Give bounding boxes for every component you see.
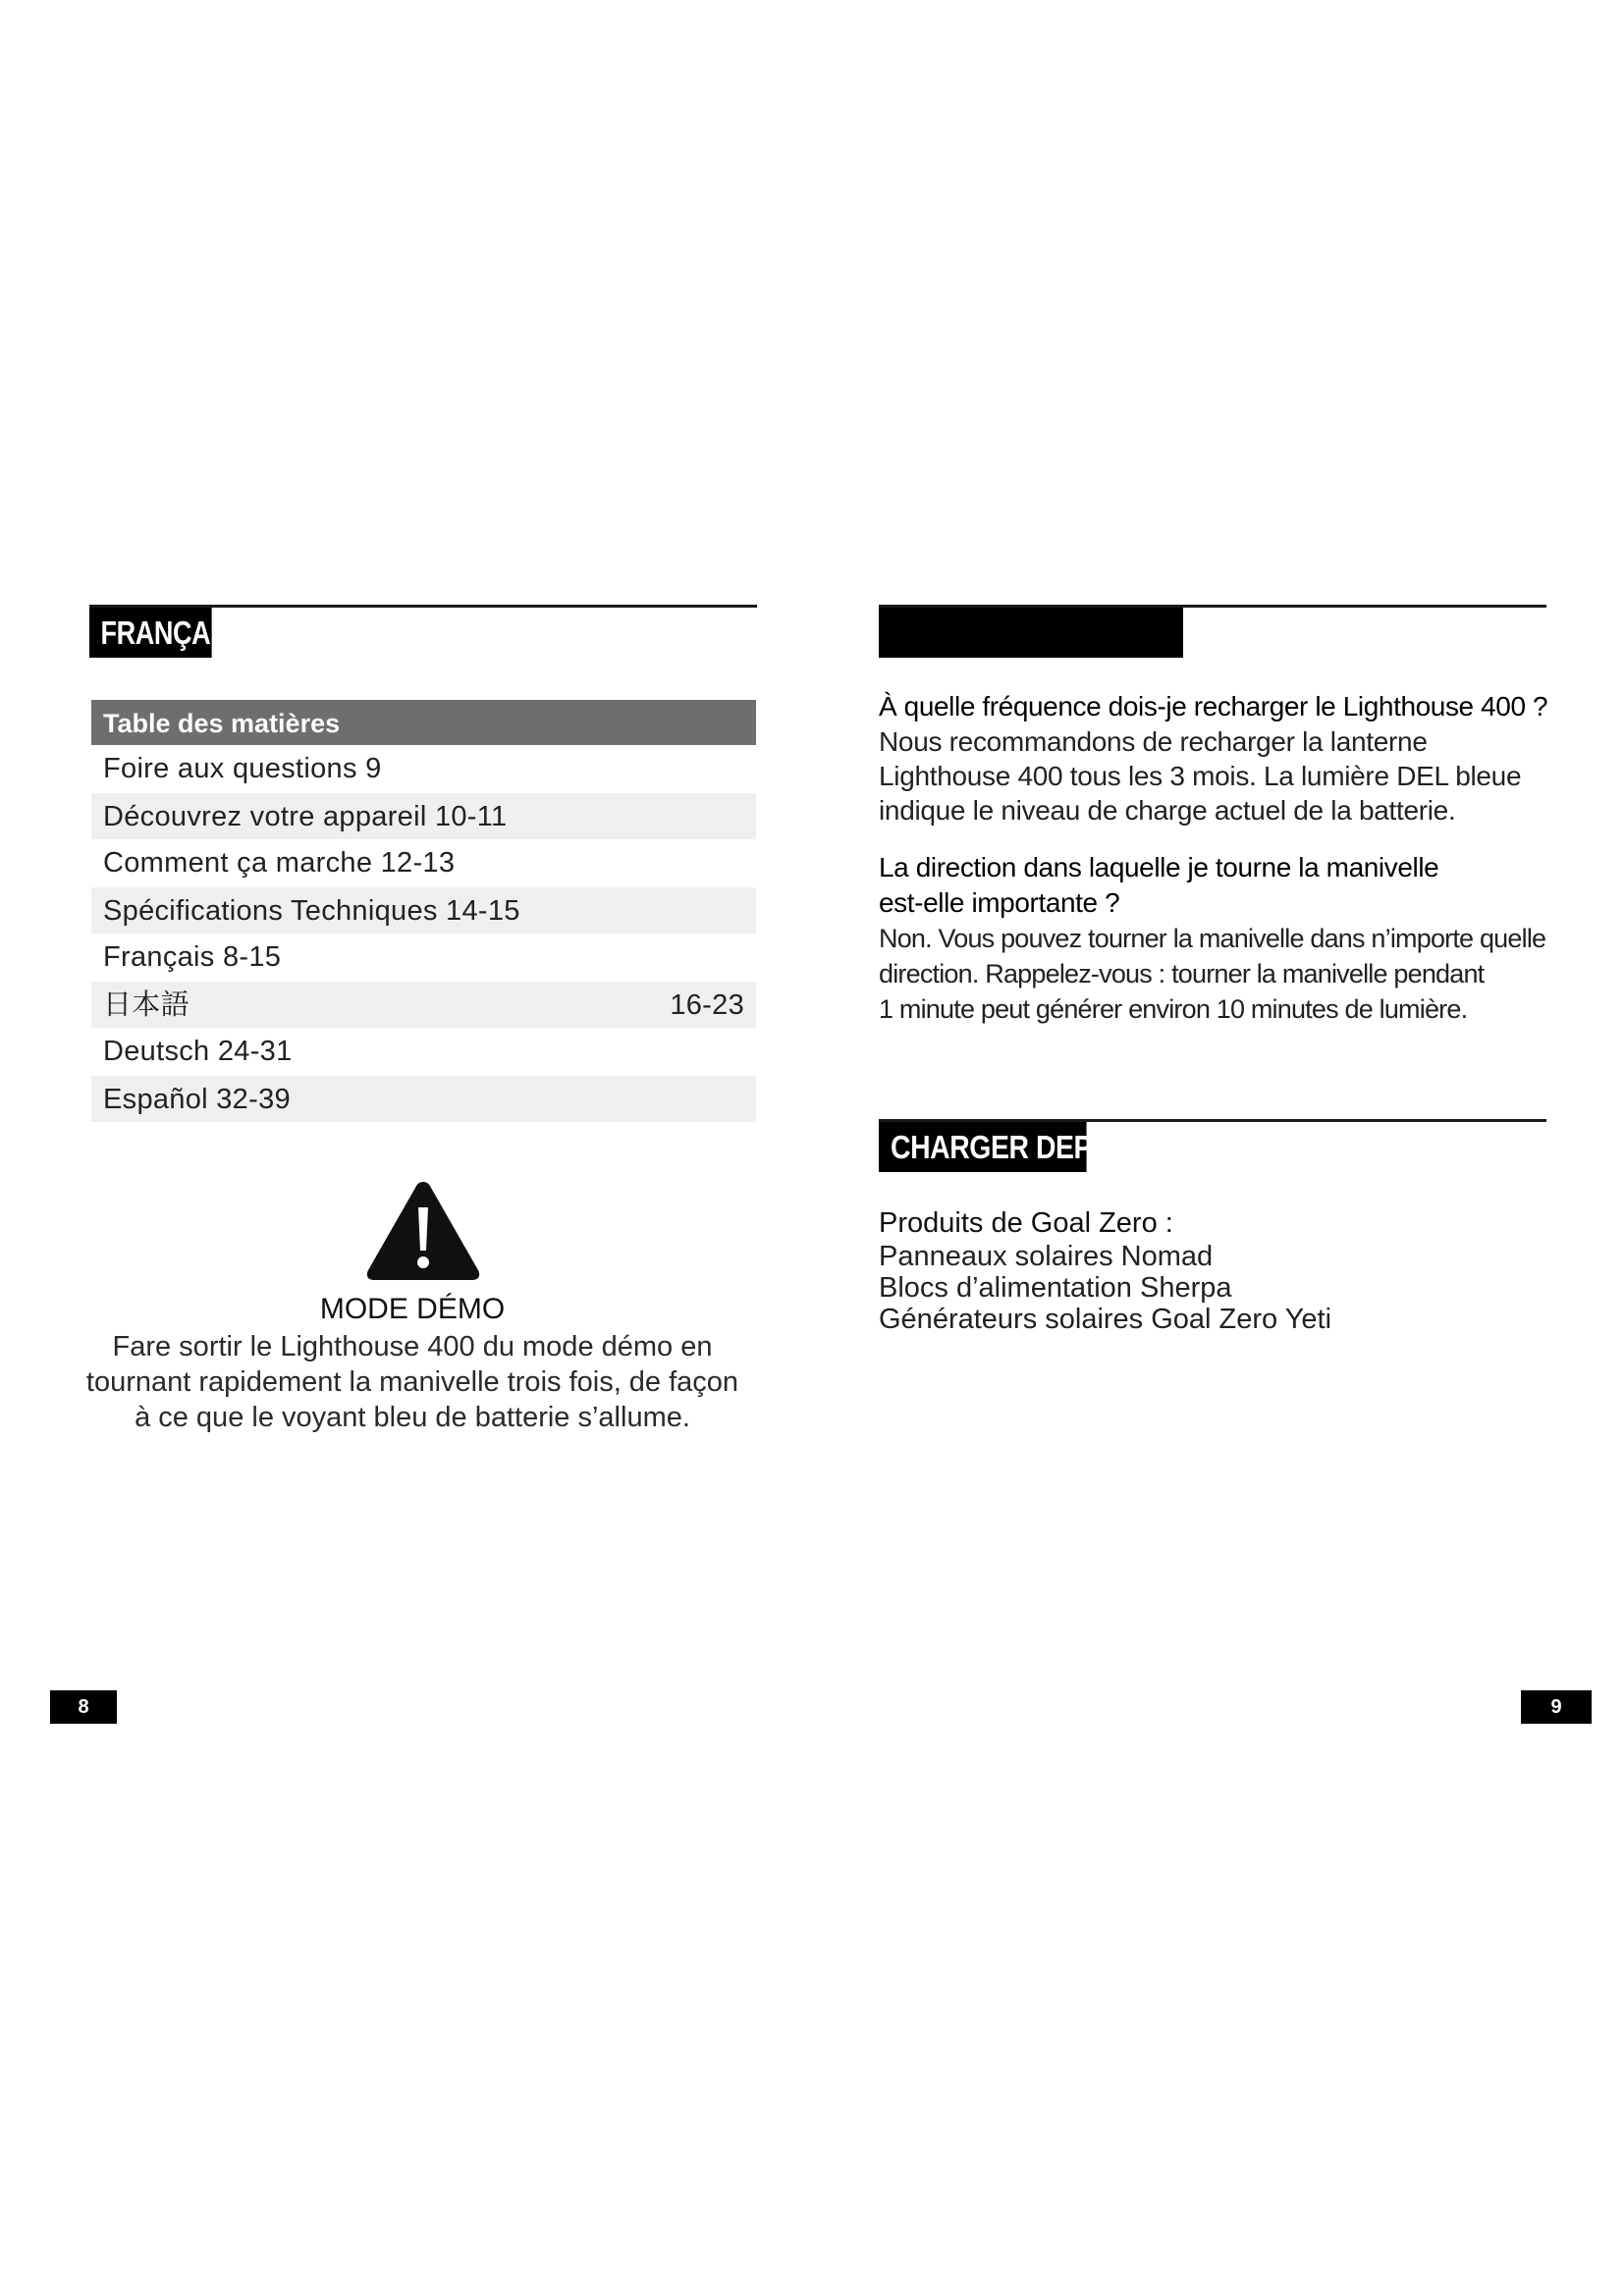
demo-line: tournant rapidement la manivelle trois fois, de façon (85, 1366, 739, 1398)
toc-row (91, 982, 756, 1028)
toc-row (91, 745, 756, 791)
faq-question: À quelle fréquence dois-je recharger le Lighthouse 400 ? (879, 691, 1548, 721)
faq-answer-line: indique le niveau de charge actuel de la batterie. (879, 795, 1456, 826)
faq-item (879, 689, 1556, 828)
toc-row (91, 839, 756, 885)
faq-question-line: La direction dans laquelle je tourne la manivelle (879, 852, 1439, 882)
demo-line: Fare sortir le Lighthouse 400 du mode démo en (112, 1331, 713, 1362)
toc-row (91, 887, 756, 934)
faq-question (879, 850, 1556, 921)
toc-row (91, 1028, 756, 1074)
faq-answer (879, 724, 1556, 828)
toc-row (91, 1076, 756, 1122)
toc-row-label: Découvrez votre appareil 10-11 (103, 801, 508, 832)
page-number: 8 (50, 1690, 117, 1724)
faq-answer-line: 1 minute peut générer environ 10 minutes de lumière. (879, 994, 1468, 1024)
demo-mode-notice (59, 1292, 766, 1435)
section-header-francais (89, 605, 757, 660)
charge-sources (879, 1205, 1556, 1335)
demo-line: à ce que le voyant bleu de batterie s’allume. (135, 1402, 690, 1433)
header-tab: FRANÇAIS F (89, 608, 212, 658)
toc-heading: Table des matières (91, 700, 756, 745)
toc-row-label: Foire aux questions 9 (103, 753, 382, 784)
faq-answer (879, 921, 1556, 1027)
faq-answer-line: Lighthouse 400 tous les 3 mois. La lumière DEL bleue (879, 761, 1522, 791)
faq-answer-line: Non. Vous pouvez tourner la manivelle dans n’importe quelle (879, 924, 1546, 953)
toc-row-label: 日本語 (103, 989, 189, 1021)
table-of-contents (91, 700, 756, 1122)
faq-question-line: est-elle importante ? (879, 887, 1120, 918)
toc-row-label: Español 32-39 (103, 1084, 291, 1115)
page-number: 9 (1521, 1690, 1592, 1724)
toc-row (91, 793, 756, 839)
list-item: Générateurs solaires Goal Zero Yeti (879, 1304, 1332, 1335)
faq-item (879, 850, 1556, 1027)
header-tab (879, 608, 1183, 658)
section-header-charger-depuis (879, 1119, 1546, 1174)
faq-answer-line: Nous recommandons de recharger la lanterne (879, 726, 1428, 757)
header-tab: CHARGER DEPUIS (879, 1122, 1087, 1172)
toc-row (91, 934, 756, 980)
warning-triangle-icon (364, 1178, 482, 1284)
toc-row-label: Spécifications Techniques 14-15 (103, 895, 520, 927)
demo-text (59, 1329, 766, 1435)
toc-row-label: Comment ça marche 12-13 (103, 847, 456, 879)
list-item: Blocs d’alimentation Sherpa (879, 1272, 1232, 1304)
list-item: Panneaux solaires Nomad (879, 1241, 1214, 1272)
section-header-faq (879, 605, 1546, 660)
faq-answer-line: direction. Rappelez-vous : tourner la manivelle pendant (879, 959, 1485, 988)
toc-row-page: 16-23 (670, 989, 744, 1021)
toc-row-label: Français 8-15 (103, 941, 282, 973)
toc-row-label: Deutsch 24-31 (103, 1036, 293, 1067)
demo-title: MODE DÉMO (319, 1293, 506, 1325)
charge-title: Produits de Goal Zero : (879, 1207, 1173, 1239)
